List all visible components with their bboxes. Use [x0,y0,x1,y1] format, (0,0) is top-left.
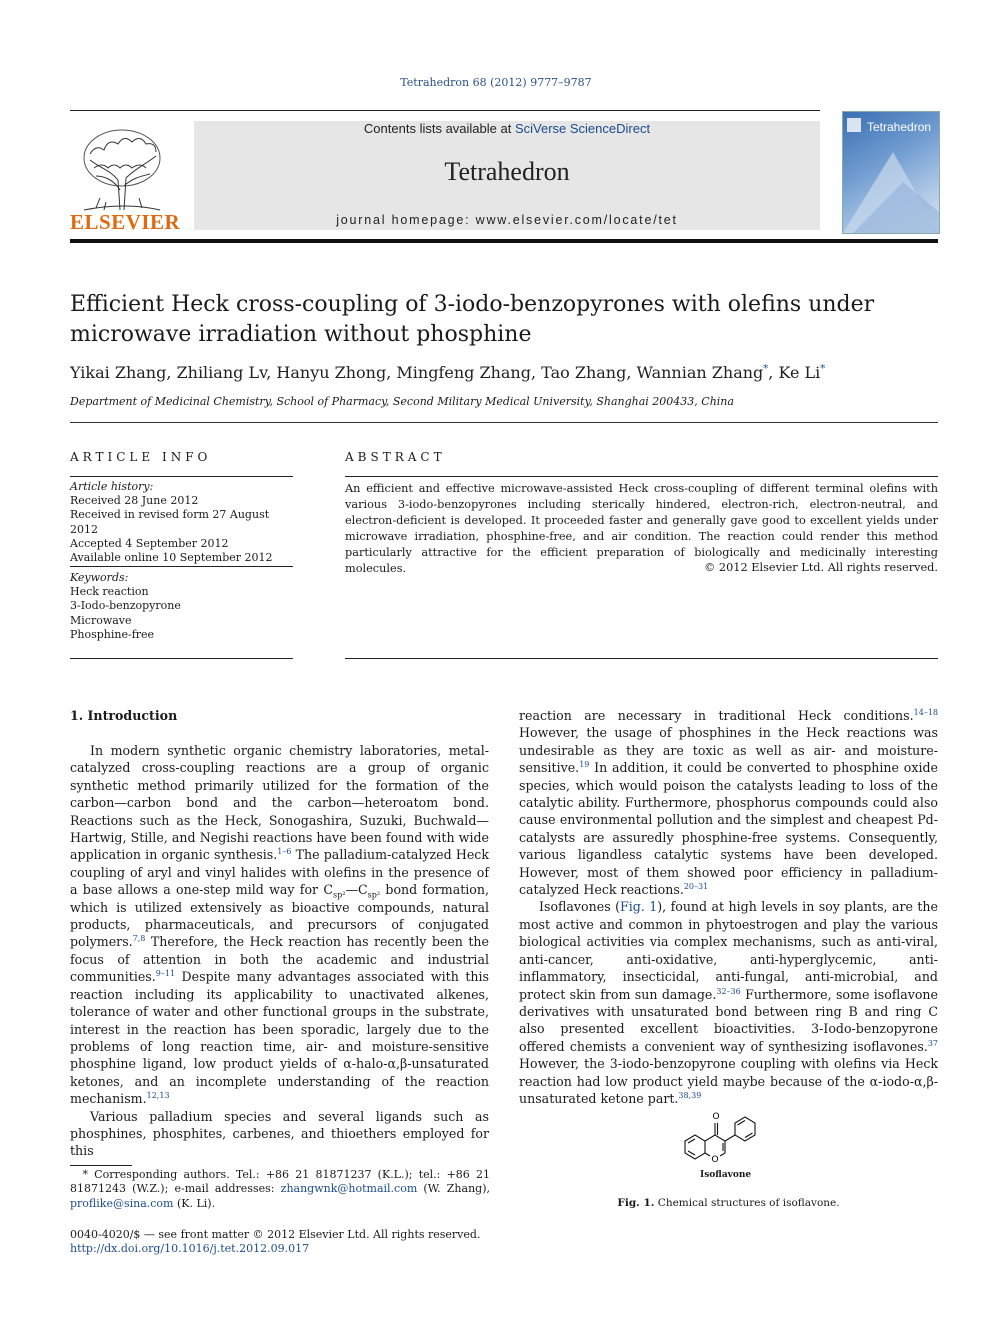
figure-caption [519,1197,938,1209]
affiliation: Department of Medicinal Chemistry, School of Pharmacy, Second Military Medical University, Shanghai 200433, China [70,395,734,408]
corresponding-mark[interactable]: * [763,363,769,375]
corresponding-mark-2[interactable]: * [820,363,826,375]
text: In addition, it could be converted to phosphine oxide species, which would poison the catalysts leading to loss of the catalytic ability. Furthermore, phosphorus compounds could also cause environmental pollution and the simplest and cheapest Pd-catalysts are assuredly phosphine-free systems. Consequently, various ligandless catalytic systems have been developed. However, most of them showed poor efficiency in palladium-catalyzed Heck reactions. [519,760,938,898]
figure-label: Isoflavone [700,1170,752,1180]
article-title: Efficient Heck cross-coupling of 3-iodo-benzopyrones with olefins under microwave irradiation without phosphine [70,292,875,347]
atom-label-ring-oxygen: O [711,1155,719,1165]
front-matter [70,1228,490,1256]
ref-link[interactable]: 38,39 [678,1090,702,1100]
text: However, the usage of phosphines in the Heck reactions was undesirable as they are toxic as well as air- and moisture-sensitive. [519,725,938,776]
ref-link[interactable]: 37 [927,1038,938,1048]
bond [688,1139,695,1143]
ref-link[interactable]: 32–36 [716,986,741,996]
journal-citation: Tetrahedron 68 (2012) 9777–9787 [400,76,592,89]
corresponding-footnote [70,1168,490,1211]
right-column [519,707,938,1107]
ring-a [685,1135,705,1159]
paragraph [70,1108,489,1160]
figure-ref-link[interactable]: Fig. 1 [619,899,658,915]
subscript: sp² [367,890,381,900]
abstract-text: An efficient and effective microwave-assisted Heck cross-coupling of different terminal olefins with various 3-iodo-benzopyrones including sterically hindered, electron-rich, electron-neutral, and electron-deficient is developed. It proceeded faster and generally gave good to excellent yields under microwave irradiation, phosphine-free, and air condition. The reaction could render this method particularly attractive for the efficient preparation of biologically and medicinally interesting molecules. [345,482,938,575]
elsevier-wordmark: ELSEVIER [70,210,181,234]
text: bond formation, which is utilized extensively as bioactive compounds, natural products, pharmaceuticals, and precursors of conjugated polymers. [70,882,489,950]
keyword: Phosphine-free [70,627,155,641]
ref-link[interactable]: 12,13 [146,1090,170,1100]
history-label: Article history: [70,480,154,493]
header-rule [70,110,820,111]
bond [688,1151,695,1155]
paragraph [519,707,938,898]
authors: Yikai Zhang, Zhiliang Lv, Hanyu Zhong, Mingfeng Zhang, Tao Zhang, Wannian Zhang [70,363,764,382]
caption-text: Chemical structures of isoflavone. [654,1197,840,1209]
abstract-bottom-rule [345,658,938,659]
text: —C [345,882,368,898]
abstract-copyright: © 2012 Elsevier Ltd. All rights reserved. [704,561,938,574]
article-history [70,480,293,565]
sciencedirect-link[interactable]: SciVerse ScienceDirect [514,121,651,136]
article-info-heading: ARTICLE INFO [70,450,212,464]
cover-title: Tetrahedron [867,120,932,134]
left-column [70,742,489,1160]
text: However, the 3-iodo-benzopyrone coupling with olefins via Heck reaction had low product yield maybe because of the α-iodo-α,β-unsaturated ketone part. [519,1056,938,1106]
keywords [70,571,293,642]
history-item: Received 28 June 2012 [70,494,199,508]
email-link[interactable]: proflike@sina.com [70,1196,174,1210]
header-thick-rule [70,239,938,243]
keyword: Heck reaction [70,585,149,599]
contents-available [194,121,820,136]
bond [705,1153,710,1156]
text: Various palladium species and several ligands such as phosphines, phosphites, carbenes, and thioethers employed for this [70,1108,489,1159]
abstract-heading: ABSTRACT [345,450,446,464]
ring-c [705,1135,725,1156]
text: Corresponding authors. Tel.: +86 21 81871237 (K.L.); tel.: +86 21 81871243 (W.Z.); e-mail addresses: [70,1168,490,1196]
text: Furthermore, some isoflavone derivatives with unsaturated bond between ring B and ring C also presented excellent bioactivities. 3-Iodo-benzopyrone offered chemists a convenient way of synthesizing isoflavones. [519,986,938,1054]
history-item: Received in revised form 27 August 2012 [70,508,270,536]
ref-link[interactable]: 9–11 [155,969,176,979]
text: Isoflavones ( [539,899,620,915]
ref-link[interactable]: 14–18 [913,707,938,717]
history-item: Accepted 4 September 2012 [70,536,229,550]
text: ), found at high levels in soy plants, are the most active and common in phytoestrogen and play the various biological activities via complex mechanisms, such as anti-viral, anti-cancer, anti-oxidative, anti-hyperglycemic, anti-inflammatory, insecticidal, anti-fungal, anti-microbial, and protect skin from sun damage. [519,899,938,1002]
journal-cover-image [842,111,940,234]
text: The palladium-catalyzed Heck coupling of aryl and vinyl halides with olefins in the presence of a base allows a one-step mild way for C [70,847,489,898]
text: Despite many advantages associated with this reaction including its applicability to unactivated alkenes, tolerance of water and other functional groups in the substrate, interest in the reaction has been sporadic, largely due to the problems of long reaction time, air- and moisture-sensitive phosphine ligand, low product yields of α-halo-α,β-unsaturated ketones, and an incomplete understanding of the reaction mechanism. [70,969,489,1107]
author-last: Ke Li [778,363,821,382]
text: (K. Li). [173,1196,216,1210]
keywords-rule [70,566,293,567]
author-list: Yikai Zhang, Zhiliang Lv, Hanyu Zhong, Mingfeng Zhang, Tao Zhang, Wannian Zhang*, Ke Li* [70,363,826,382]
keyword: 3-Iodo-benzopyrone [70,599,181,613]
history-item: Available online 10 September 2012 [70,551,273,565]
journal-name: Tetrahedron [444,157,570,186]
contents-prefix: Contents lists available at [363,121,515,136]
isoflavone-structure [675,1105,785,1173]
section-title: 1. Introduction [70,708,178,723]
abstract-rule [345,476,938,477]
text: reaction are necessary in traditional Heck conditions. [519,708,914,723]
footnote-rule [70,1165,132,1166]
subscript: sp² [333,890,346,900]
issn-line: 0040-4020/$ — see front matter © 2012 Elsevier Ltd. All rights reserved. [70,1228,481,1241]
article-info-rule [70,476,293,477]
text: Therefore, the Heck reaction has recently been the focus of attention in both the academic and industrial communities. [70,934,489,985]
email-link[interactable]: zhangwnk@hotmail.com [280,1182,418,1196]
affiliation-rule [70,422,938,423]
ref-link[interactable]: 1–6 [277,847,292,857]
caption-label: Fig. 1. [617,1197,655,1209]
article-info-bottom-rule [70,658,293,659]
ref-link[interactable]: 7,8 [132,934,146,944]
keywords-label: Keywords: [70,571,129,584]
paragraph [519,898,938,1107]
bond [725,1135,735,1141]
footnote-star: * [82,1168,88,1181]
text: In modern synthetic organic chemistry laboratories, metal-catalyzed cross-coupling reactions are a group of organic synthetic method primarily utilized for the formation of the carbon—carbon bond and the carbon—heteroatom bond. Reactions such as the Heck, Sonogashira, Suzuki, Buchwald—Hartwig, Stille, and Negishi reactions have been found with wide application in organic synthesis. [70,743,489,863]
text: (W. Zhang), [417,1182,490,1196]
keyword: Microwave [70,613,132,627]
atom-label-carbonyl-oxygen: O [712,1112,720,1122]
journal-homepage[interactable]: journal homepage: www.elsevier.com/locate/tet [336,213,678,227]
ref-link[interactable]: 19 [579,760,590,770]
paragraph [70,742,489,1108]
ref-link[interactable]: 20–31 [683,881,709,891]
doi-link[interactable]: http://dx.doi.org/10.1016/j.tet.2012.09.017 [70,1242,310,1256]
